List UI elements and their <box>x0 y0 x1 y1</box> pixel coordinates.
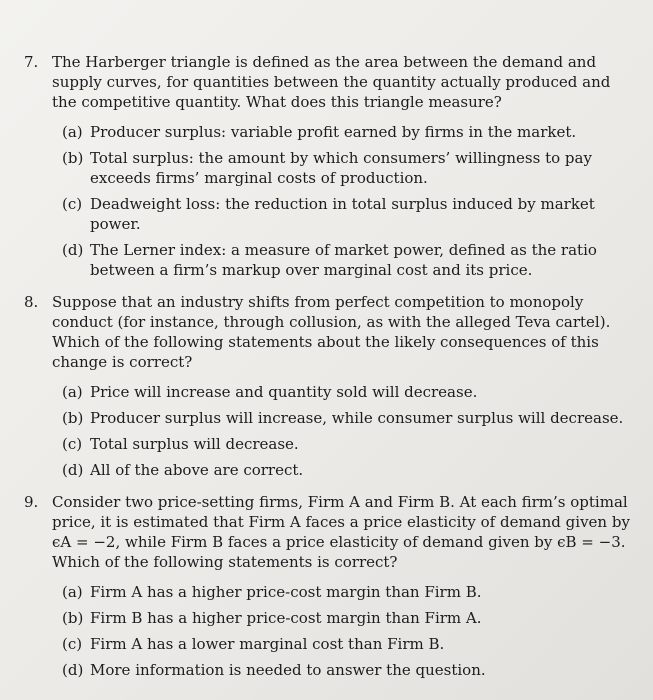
option-letter: (a) <box>62 123 83 141</box>
answer-option <box>38 408 631 428</box>
answer-options <box>38 382 631 480</box>
option-text: Price will increase and quantity sold will decrease. <box>90 383 478 401</box>
answer-option <box>38 634 631 654</box>
answer-option <box>38 434 631 454</box>
option-letter: (b) <box>62 149 84 167</box>
option-text: More information is needed to answer the question. <box>90 661 486 679</box>
option-text: Firm B has a higher price-cost margin than Firm A. <box>90 609 482 627</box>
option-letter: (d) <box>62 661 84 679</box>
answer-option <box>38 194 631 234</box>
question-number: 9. <box>24 493 39 511</box>
option-text: Firm A has a lower marginal cost than Firm B. <box>90 635 445 653</box>
option-letter: (b) <box>62 409 84 427</box>
answer-option <box>38 122 631 142</box>
option-letter: (c) <box>62 435 83 453</box>
answer-option <box>38 582 631 602</box>
option-text: Total surplus: the amount by which consumers’ willingness to pay exceeds firms’ marginal costs of production. <box>90 149 592 187</box>
option-letter: (c) <box>62 635 83 653</box>
question-text: Suppose that an industry shifts from perfect competition to monopoly conduct (for instance, through collusion, as with the alleged Teva cartel). Which of the following statements about the likely consequences of this change is correct? <box>52 293 611 371</box>
option-text: Producer surplus: variable profit earned by firms in the market. <box>90 123 577 141</box>
question-number: 7. <box>24 53 39 71</box>
answer-option <box>38 240 631 280</box>
question-9 <box>24 492 631 680</box>
option-text: Producer surplus will increase, while consumer surplus will decrease. <box>90 409 624 427</box>
answer-option <box>38 608 631 628</box>
question-text: Consider two price-setting firms, Firm A and Firm B. At each firm’s optimal price, it is estimated that Firm A faces a price elasticity of demand given by ϵA = −2, while Firm B faces a price elasticity of demand given by ϵB = −3. Which of the following statements is correct? <box>52 493 630 571</box>
option-letter: (d) <box>62 461 84 479</box>
option-text: Total surplus will decrease. <box>90 435 299 453</box>
question-7 <box>24 52 631 280</box>
answer-option <box>38 660 631 680</box>
question-text: The Harberger triangle is defined as the area between the demand and supply curves, for quantities between the quantity actually produced and the competitive quantity. What does this triangle measure? <box>52 53 611 111</box>
option-letter: (b) <box>62 609 84 627</box>
answer-options <box>38 582 631 680</box>
option-text: Deadweight loss: the reduction in total surplus induced by market power. <box>90 195 595 233</box>
option-text: The Lerner index: a measure of market power, defined as the ratio between a firm’s markup over marginal cost and its price. <box>90 241 597 279</box>
option-text: Firm A has a higher price-cost margin than Firm B. <box>90 583 482 601</box>
option-letter: (c) <box>62 195 83 213</box>
question-number: 8. <box>24 293 39 311</box>
answer-options <box>38 122 631 280</box>
option-letter: (a) <box>62 583 83 601</box>
option-letter: (a) <box>62 383 83 401</box>
answer-option <box>38 382 631 402</box>
answer-option <box>38 460 631 480</box>
option-letter: (d) <box>62 241 84 259</box>
option-text: All of the above are correct. <box>90 461 304 479</box>
question-8 <box>24 292 631 480</box>
answer-option <box>38 148 631 188</box>
